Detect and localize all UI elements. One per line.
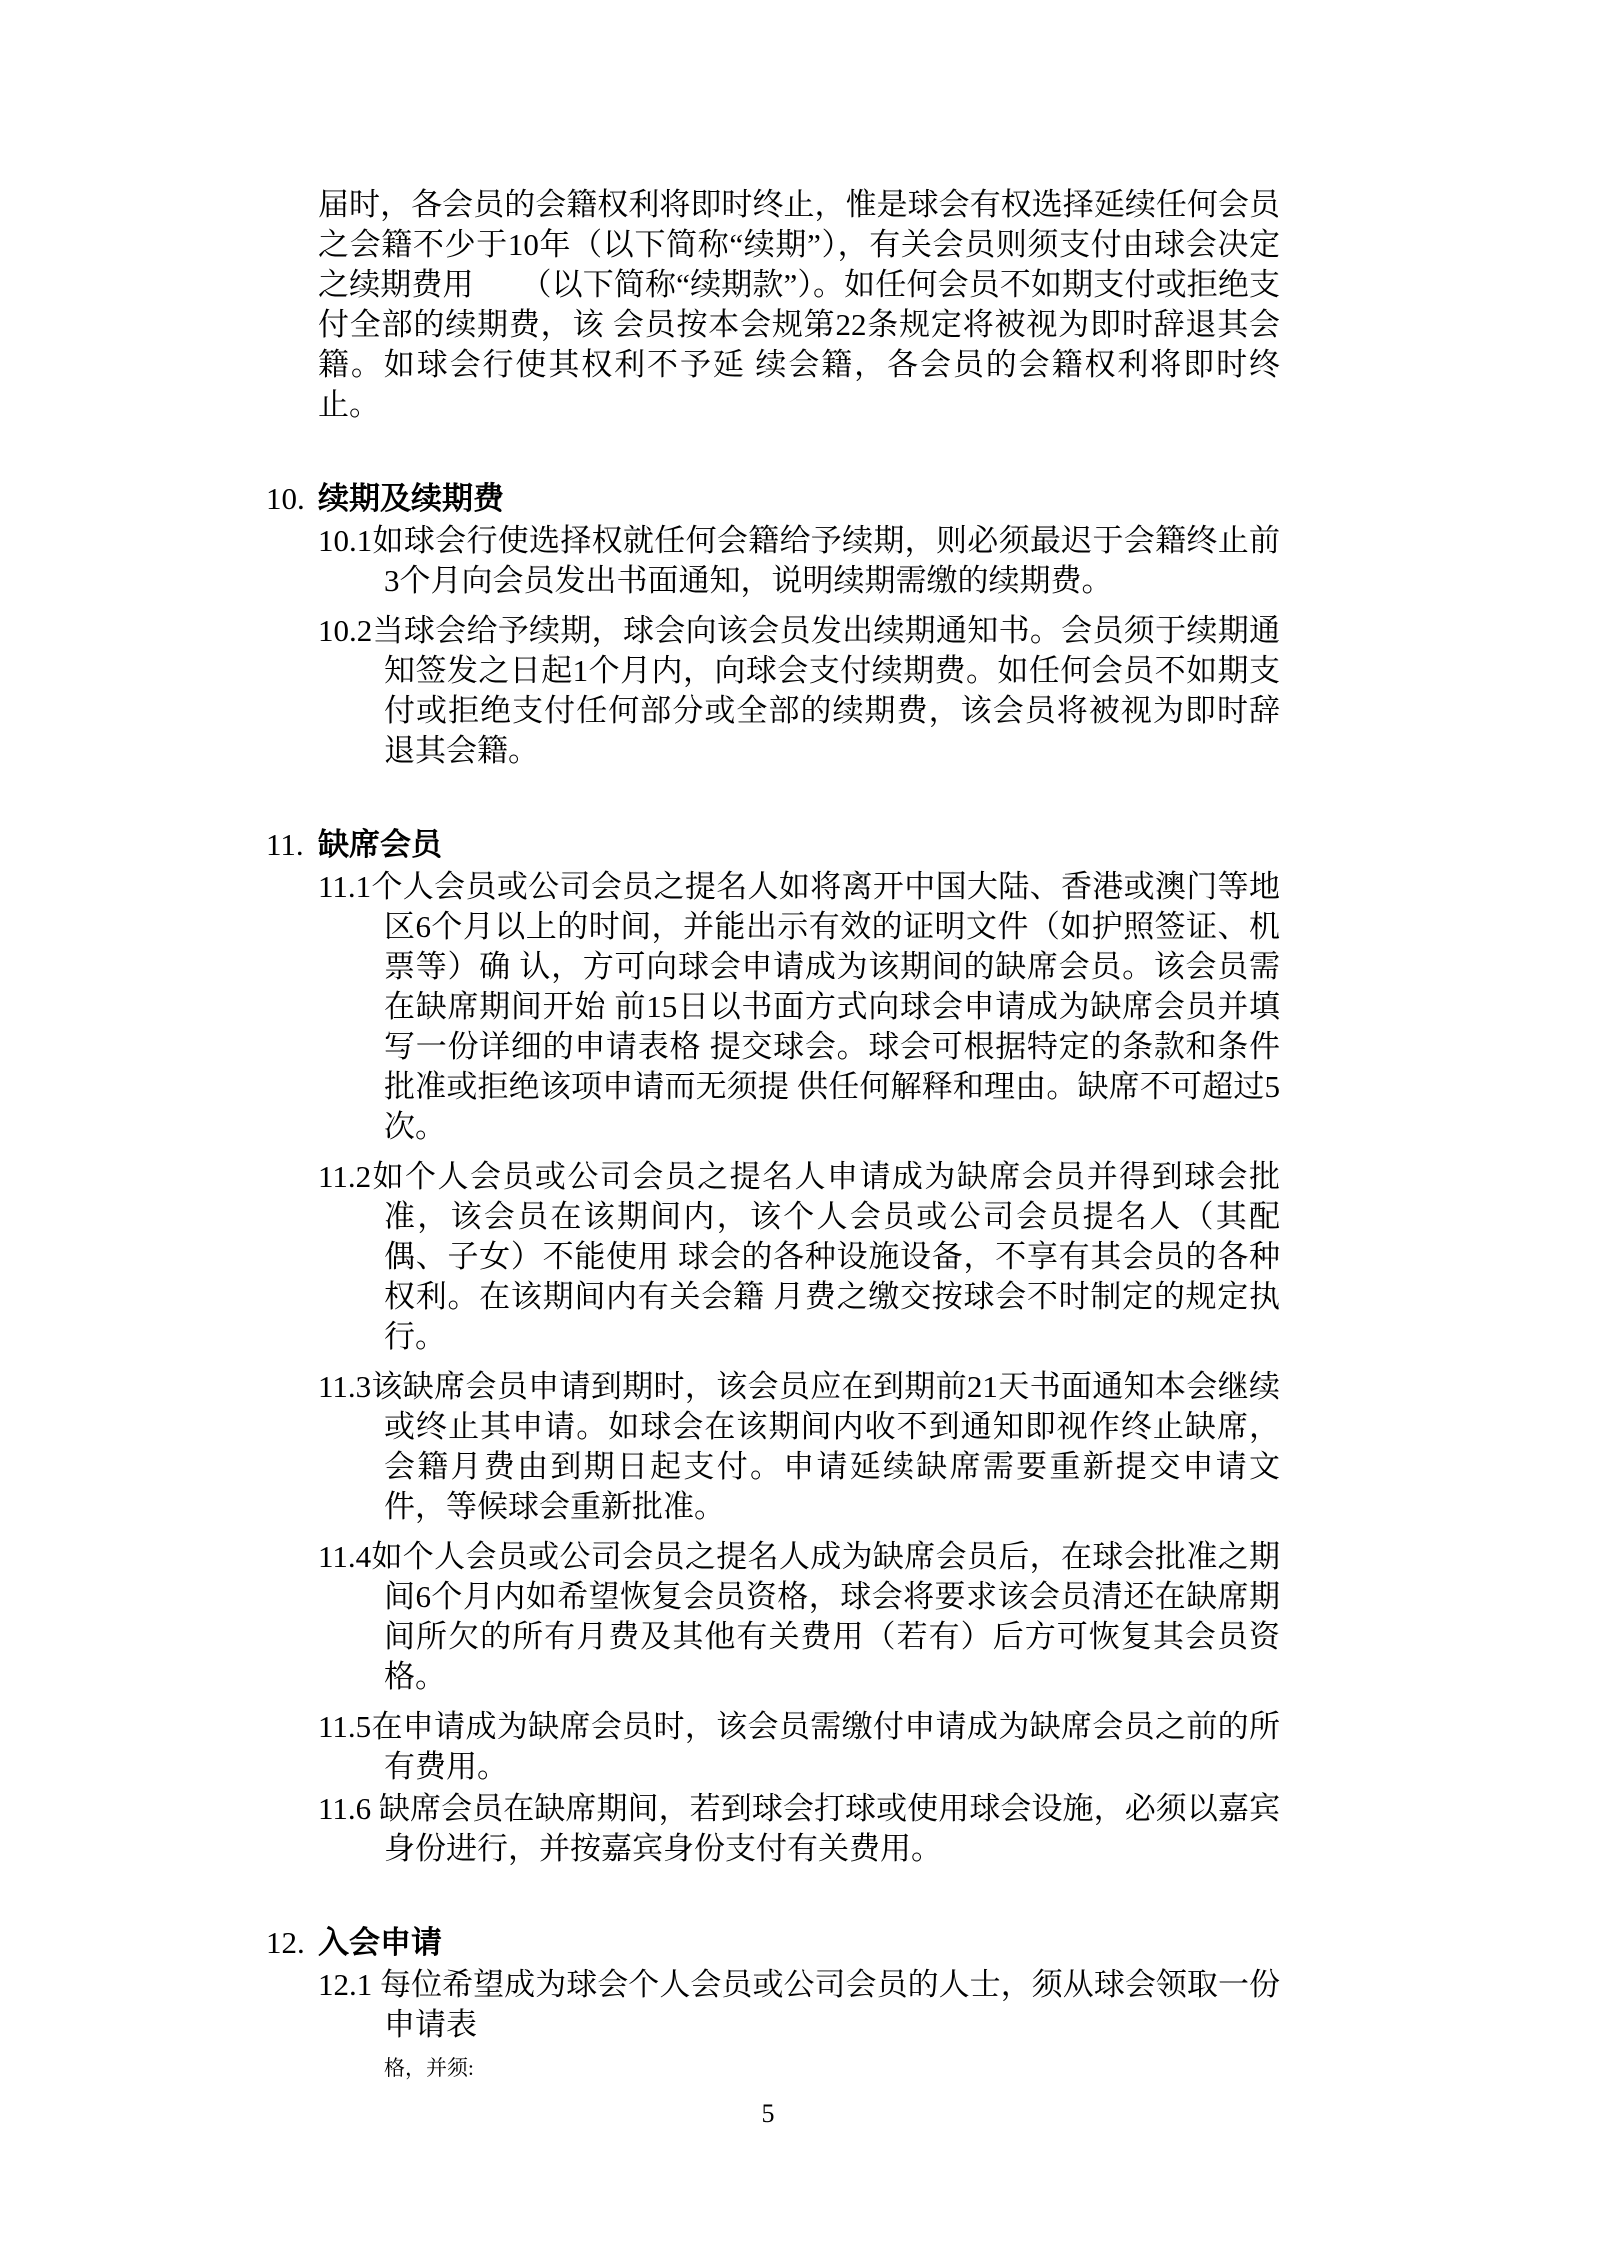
clause-text-small: 格，并须: <box>384 2056 474 2080</box>
clause-text: 个人会员或公司会员之提名人如将离开中国大陆、香港或澳门等地区6个月以上的时间，并能出示有效的证明文件（如护照签证、机票等）确 认，方可向球会申请成为该期间的缺席会员。该会员需在缺席期间开始 前15日以书面方式向球会申请成为缺席会员并填写一份详细的申请表格 提交球会。球会可根据特定的条款和条件批准或拒绝该项申请而无须提 供任何解释和理由。缺席不可超过5次。 <box>371 869 1280 1144</box>
section-11 <box>266 825 1280 1869</box>
clause-11-1 <box>318 867 1280 1147</box>
section-12-heading <box>266 1923 1280 1963</box>
document-content <box>266 185 1280 2088</box>
clause-text: 如球会行使选择权就任何会籍给予续期，则必须最迟于会籍终止前3个月向会员发出书面通知，说明续期需缴的续期费。 <box>372 523 1280 598</box>
clause-11-2 <box>318 1157 1280 1357</box>
clause-number: 11.5 <box>318 1709 372 1744</box>
clause-11-4 <box>318 1537 1280 1697</box>
clause-number: 10.2 <box>318 613 373 648</box>
intro-paragraph: 届时，各会员的会籍权利将即时终止，惟是球会有权选择延续任何会员之会籍不少于10年（以下简称“续期”），有关会员则须支付由球会决定之续期费用 （以下简称“续期款”）。如任何会员不如期支付或拒绝支付全部的续期费，该 会员按本会规第22条规定将被视为即时辞退其会籍。如球会行使其权利不予延 续会籍，各会员的会籍权利将即时终止。 <box>318 187 1280 422</box>
section-12 <box>266 1923 1280 2088</box>
clause-number: 11.6 <box>318 1791 372 1826</box>
section-10-heading <box>266 479 1280 519</box>
clause-number: 11.2 <box>318 1159 372 1194</box>
section-11-heading <box>266 825 1280 865</box>
clause-number: 11.1 <box>318 869 372 904</box>
section-number: 11. <box>266 827 304 862</box>
section-number: 10. <box>266 481 305 516</box>
clause-text: 如个人会员或公司会员之提名人成为缺席会员后，在球会批准之期间6个月内如希望恢复会员资格，球会将要求该会员清还在缺席期间所欠的所有月费及其他有关费用（若有）后方可恢复其会员资格。 <box>371 1539 1280 1694</box>
clause-text: 该缺席会员申请到期时，该会员应在到期前21天书面通知本会继续或终止其申请。如球会在该期间内收不到通知即视作终止缺席，会籍月费由到期日起支付。申请延续缺席需要重新提交申请文件，等候球会重新批准。 <box>371 1369 1280 1524</box>
clause-text: 当球会给予续期，球会向该会员发出续期通知书。会员须于续期通知签发之日起1个月内，向球会支付续期费。如任何会员不如期支付或拒绝支付任何部分或全部的续期费，该会员将被视为即时辞退其会籍。 <box>372 613 1280 768</box>
clause-11-5 <box>318 1707 1280 1787</box>
section-title: 缺席会员 <box>318 827 442 862</box>
section-10 <box>266 479 1280 771</box>
clause-text: 每位希望成为球会个人会员或公司会员的人士，须从球会领取一份申请表 <box>372 1967 1280 2042</box>
clause-11-6 <box>318 1789 1280 1869</box>
clause-10-1 <box>318 521 1280 601</box>
clause-text: 如个人会员或公司会员之提名人申请成为缺席会员并得到球会批准，该会员在该期间内，该个人会员或公司会员提名人（其配偶、子女）不能使用 球会的各种设施设备，不享有其会员的各种权利。在该期间内有关会籍 月费之缴交按球会不时制定的规定执行。 <box>371 1159 1280 1354</box>
clause-text: 在申请成为缺席会员时，该会员需缴付申请成为缺席会员之前的所有费用。 <box>371 1709 1280 1784</box>
clause-number: 11.4 <box>318 1539 372 1574</box>
clause-number: 11.3 <box>318 1369 372 1404</box>
clause-12-1 <box>318 1965 1280 2088</box>
section-title: 入会申请 <box>318 1925 442 1960</box>
clause-10-2 <box>318 611 1280 771</box>
section-number: 12. <box>266 1925 305 1960</box>
clause-11-3 <box>318 1367 1280 1527</box>
clause-number: 10.1 <box>318 523 373 558</box>
clause-text: 缺席会员在缺席期间，若到球会打球或使用球会设施，必须以嘉宾身份进行，并按嘉宾身份支付有关费用。 <box>371 1791 1280 1866</box>
page-number: 5 <box>761 2099 775 2128</box>
section-title: 续期及续期费 <box>318 481 504 516</box>
clause-number: 12.1 <box>318 1967 373 2002</box>
